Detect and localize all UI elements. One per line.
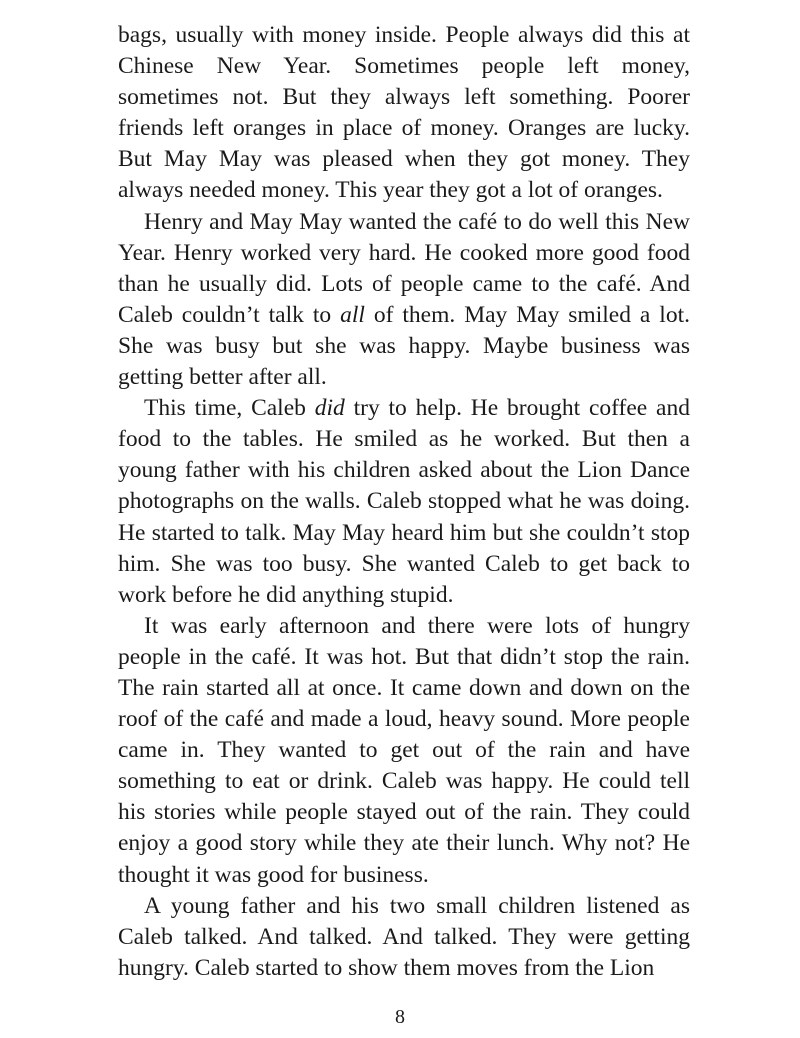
paragraph-3	[118, 393, 690, 611]
paragraph-5: A young father and his two small children listened as Caleb talked. And talked. And talked. They were getting hungry. Caleb started to show them moves from the Lion	[118, 892, 690, 981]
page-body	[118, 20, 690, 984]
paragraph-2-text-before: Henry and May May wanted the café to do well this New Year. Henry worked very hard. He cooked more good food than he usually did. Lots of people came to the café. And Caleb couldn’t talk to	[118, 208, 690, 328]
emphasis-all: all	[340, 301, 365, 328]
paragraph-4: It was early afternoon and there were lots of hungry people in the café. It was hot. But that didn’t stop the rain. The rain started all at once. It came down and down on the roof of the café and made a loud, heavy sound. More people came in. They wanted to get out of the rain and have something to eat or drink. Caleb was happy. He could tell his stories while people stayed out of the rain. They could enjoy a good story while they ate their lunch. Why not? He thought it was good for business.	[118, 612, 690, 888]
page-number: 8	[395, 1006, 405, 1028]
emphasis-did: did	[314, 395, 345, 422]
paragraph-2-text-after: of them. May May smiled a lot. She was busy but she was happy. Maybe business was getting better after all.	[118, 301, 690, 391]
paragraph-3-text-before: This time, Caleb	[144, 395, 315, 422]
paragraph-3-text-after: try to help. He brought coffee and food to the tables. He smiled as he worked. But then a young father with his children asked about the Lion Dance photographs on the walls. Caleb stopped what he was doing. He started to talk. May May heard him but she couldn’t stop him. She was too busy. She wanted Caleb to get back to work before he did anything stupid.	[118, 395, 690, 608]
paragraph-2	[118, 207, 690, 394]
paragraph-1: bags, usually with money inside. People always did this at Chinese New Year. Sometimes people left money, sometimes not. But they always left something. Poorer friends left oranges in place of money. Oranges are lucky. But May May was pleased when they got money. They always needed money. This year they got a lot of oranges.	[118, 22, 690, 204]
